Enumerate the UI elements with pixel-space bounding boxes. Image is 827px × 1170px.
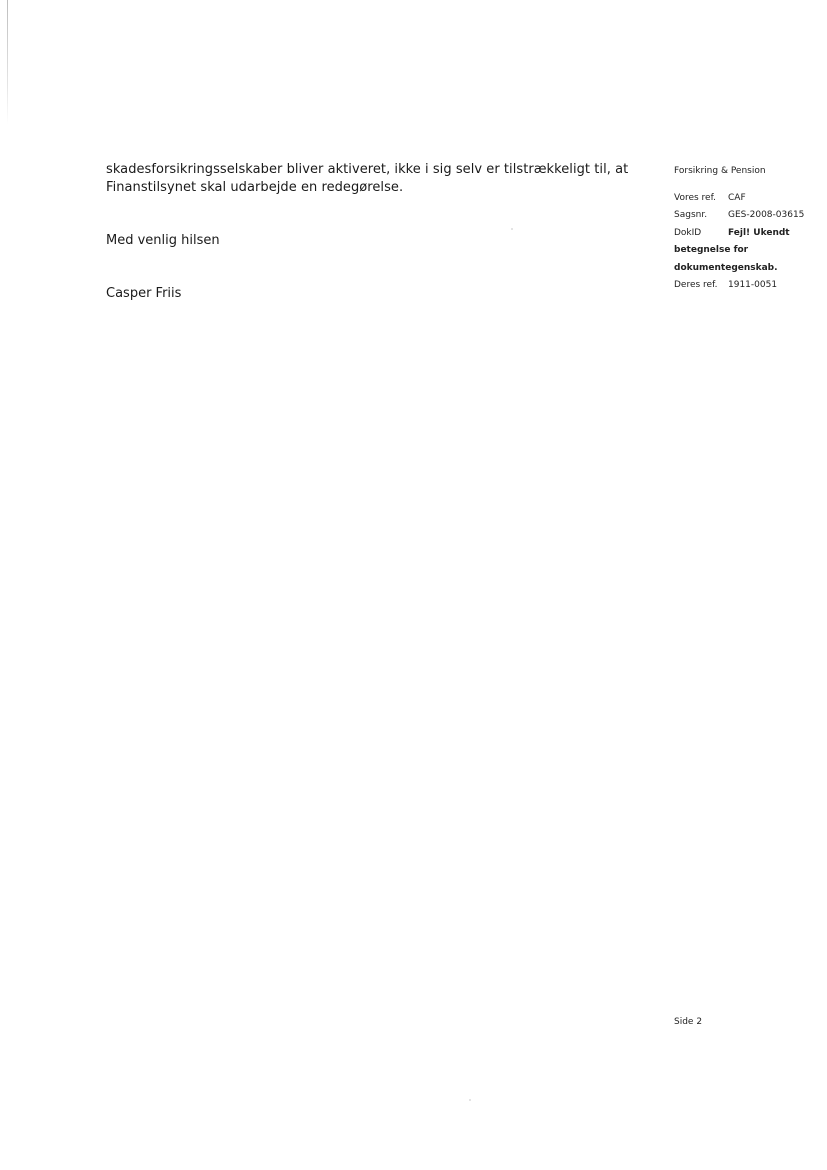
dokid-error-line: dokumentegenskab. [674,262,778,273]
sagsnr-value: GES-2008-03615 [728,210,805,220]
letter-paragraph [106,161,651,197]
dokid-label: DokID [674,227,702,238]
scan-edge-line [7,0,8,125]
paragraph-line: skadesforsikringsselskaber bliver aktiveret, ikke i sig selv er tilstrækkeligt til, at [106,162,629,177]
signature-name: Casper Friis [106,286,182,301]
sagsnr-row [674,207,819,225]
page-number: Side 2 [674,1017,703,1027]
reference-sidebar [674,163,819,295]
deres-ref-value: 1911-0051 [728,280,778,290]
scan-speck [469,1099,471,1101]
paragraph-line: Finanstilsynet skal udarbejde en redegørelse. [106,180,404,195]
vores-ref-row [674,190,819,208]
closing-salutation: Med venlig hilsen [106,233,220,248]
deres-ref-row [674,277,819,295]
scan-speck [511,228,513,230]
dokid-error-line: betegnelse for [674,245,749,255]
dokid-error-line: Fejl! Ukendt [728,227,790,238]
organization-name: Forsikring & Pension [674,166,766,176]
vores-ref-label: Vores ref. [674,192,716,203]
deres-ref-label: Deres ref. [674,280,718,290]
dokid-row [674,225,819,243]
vores-ref-value: CAF [728,192,746,203]
sagsnr-label: Sagsnr. [674,210,708,220]
